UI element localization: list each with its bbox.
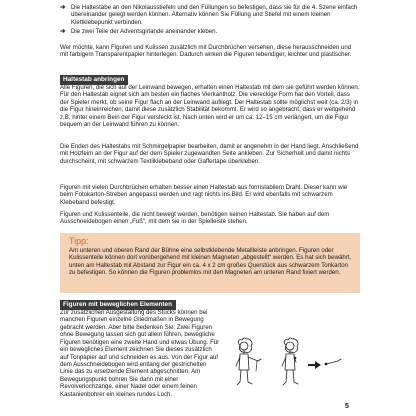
paragraph-haltestab-2: Die Enden des Haltestabs mit Schmirgelpapier bearbeiten, damit er angenehm in der Hand liegt. Anschließend mit Holzleim an der Figur auf der dem Spieler zugewandten Seite ankleben. Zur Sicherheit und damit nichts durchscheint, mit schwarzem Textilklebeband oder Gaffertape überkleben. bbox=[60, 143, 359, 165]
paragraph-figuren: Zur zusätzlichen Ausgestaltung des Stücks können bei manchen Figuren einzelne Gliedmaßen in Bewegung gebracht werden. Aber bitte bedenken Sie: Zwei Figuren ohne Bewegung lassen sich gut allein führen, bewegliche Figuren benötigen eine zweite Hand und etwas Übung. Für ein bewegliches Element zeichnen Sie dieses zusätzlich auf Tonpapier auf und schneiden es aus. Von der Figur auf dem Ausschneidebogen wird entlang der gestrichelten Linie das zu ersetzende Element abgeschnitten. Am Bewegungspunkt bohren Sie dann mit einer Revolverlochzange, einer Nadel oder einem feinen Kastanienbohrer ein kleines rundes Loch. bbox=[60, 309, 220, 398]
paragraph-haltestab-4: Figuren und Kulissenteile, die nicht bewegt werden, benötigen keinen Haltestab. Sie haben auf dem Ausschneidebogen einen „Fuß“, mit dem sie in der Spielleiste stehen. bbox=[60, 211, 330, 226]
intro-paragraph: Wer möchte, kann Figuren und Kulissen zusätzlich mit Durchbrüchen versehen, diese herausschneiden und mit farbigem Transparentpapier hinterlegen. Dadurch wirken die Figuren lebendiger, leichter und plastischer. bbox=[60, 44, 352, 59]
arrow-bullet-icon: ➔ bbox=[60, 4, 66, 11]
figure-left bbox=[236, 338, 261, 385]
section-heading-haltestab: Haltestab anbringen bbox=[60, 75, 128, 85]
figure-right bbox=[282, 338, 298, 385]
arrow-bullet-icon: ➔ bbox=[60, 28, 66, 36]
bullet-list bbox=[60, 4, 360, 38]
bullet-item bbox=[60, 4, 360, 26]
paragraph-haltestab-3: Figuren mit vielen Durchbrüchen erhalten besser einen Haltestab aus formstabilem Draht. Dieser kann wie beim Fotokarton-Streben angepasst werden und ragt nichts ins Bild. Er wird ebenfalls mit schwarzem Klebeband befestigt. bbox=[60, 184, 348, 206]
arrow-icon bbox=[308, 361, 321, 369]
detached-arm-piece bbox=[325, 359, 341, 365]
tip-box bbox=[60, 233, 360, 293]
bullet-text: Die zwei Teile der Adventsgirlande aneinander kleben. bbox=[71, 28, 218, 36]
tip-label: Tipp: bbox=[69, 236, 89, 246]
tip-text: Am unteren und oberen Rand der Bühne eine selbstklebende Metallleiste anbringen. Figuren oder Kulissenteile können dort vorübergehend mit kleinen Magneten „abgestellt“ werden. Es hat sich bewährt, unten am Haltestab mit Abstand zur Figur ein ca. 4 x 2 cm großes Querstück aus schwarzem Tonkarton zu befestigen. So können die Figuren problemlos mit den Magneten am unteren Rand fixiert werden. bbox=[69, 247, 352, 277]
bullet-text: Die Haltestäbe an den Nikolausstiefeln und den Füllungen so befestigen, dass sie für die 4. Szene einfach übereinander gelegt werden können. Alternativ können Sie Füllung und Stiefel mit einem kleinen Klettklebepunkt verbinden. bbox=[71, 4, 358, 26]
paragraph-haltestab-1: Alle Figuren, die sich auf der Leinwand bewegen, erhalten einen Haltestab mit dem sie geführt werden können. Für den Haltestab eignet sich am besten ein flaches Vierkantholz. Die viereckige Form hat den Vorteil, dass der Spieler merkt, ob seine Figur flach an der Leinwand aufliegt. Der Haltestab sollte möglichst weit (ca. 2/3) in die Figur hineinreichen, damit diese zusätzlich Stabilität bekommt. Er wird so angebracht, dass er weitgehend z.B. hinter einem Bein der Figur versteckt ist. Nach unten wird er um ca. 12–15 cm verlängert, um die Figur bequem an der Leinwand führen zu können. bbox=[60, 84, 360, 129]
figure-illustration bbox=[228, 330, 348, 400]
section-heading-figuren: Figuren mit beweglichen Elementen bbox=[60, 300, 176, 310]
bullet-item bbox=[60, 28, 360, 35]
page-number: 5 bbox=[345, 403, 349, 410]
